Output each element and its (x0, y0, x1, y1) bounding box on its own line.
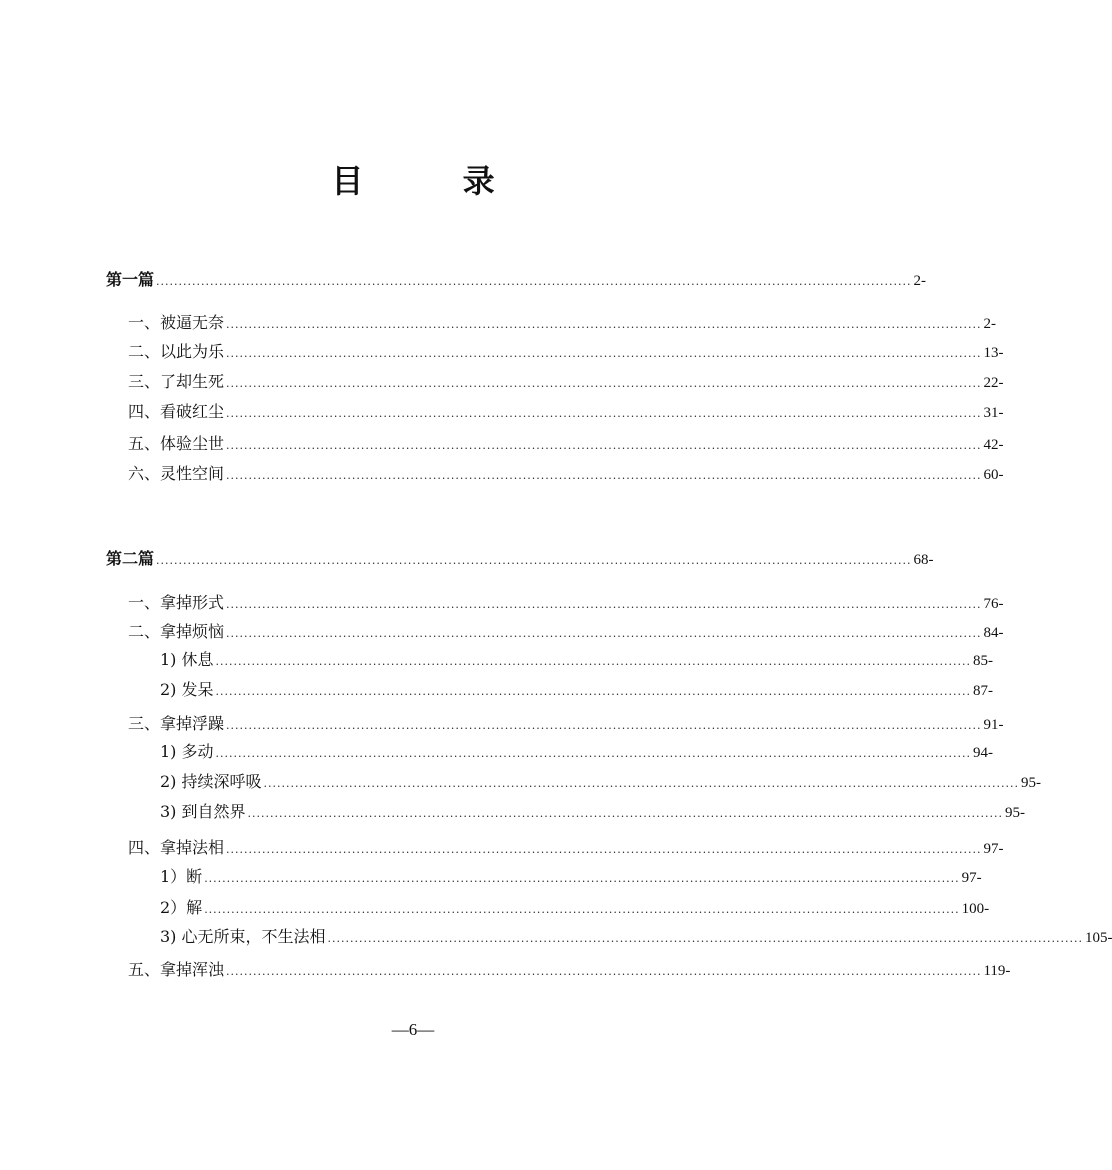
toc-entry-page: 91- (983, 717, 1004, 733)
toc-entry[interactable] (128, 311, 996, 335)
toc-entry-page: 94- (972, 745, 993, 761)
toc-entry-page: 31- (983, 405, 1004, 421)
leader-dots: ........................................................................................................................................................................ (215, 685, 971, 698)
toc-entry-page: 76- (983, 596, 1004, 612)
toc-entry-label: 五、拿掉浑浊 (128, 960, 225, 979)
toc-part-1-label: 第一篇 (106, 270, 155, 289)
leader-dots: ........................................................................................................................................................................ (215, 655, 971, 668)
toc-entry[interactable] (128, 958, 1011, 982)
page-number: —6— (391, 1020, 435, 1039)
toc-entry-label: 五、体验尘世 (128, 434, 225, 453)
toc-entry-page: 85- (972, 653, 993, 669)
leader-dots: ........................................................................................................................................................................ (226, 407, 982, 420)
toc-sub-entry[interactable] (160, 648, 993, 672)
leader-dots: ........................................................................................................................................................................ (247, 807, 1003, 820)
toc-entry-page: 84- (983, 625, 1004, 641)
toc-entry[interactable] (128, 400, 1004, 424)
toc-entry-label: 一、被逼无奈 (128, 313, 225, 332)
toc-entry-page: 95- (1020, 775, 1041, 791)
toc-entry-label: 2) 持续深呼吸 (160, 772, 262, 791)
toc-entry-page: 2- (983, 316, 996, 332)
toc-sub-entry[interactable] (160, 896, 990, 920)
toc-entry-page: 95- (1004, 805, 1025, 821)
leader-dots: ........................................................................................................................................................................ (156, 554, 912, 567)
leader-dots: ........................................................................................................................................................................ (226, 965, 982, 978)
toc-entry-page: 60- (983, 467, 1004, 483)
leader-dots: ........................................................................................................................................................................ (226, 347, 982, 360)
toc-entry-label: 四、拿掉法相 (128, 838, 225, 857)
leader-dots: ........................................................................................................................................................................ (226, 598, 982, 611)
toc-entry-page: 97- (983, 841, 1004, 857)
toc-entry-label: 3) 到自然界 (160, 802, 246, 821)
toc-entry-page: 100- (961, 901, 990, 917)
toc-part-2[interactable] (106, 547, 934, 571)
toc-entry[interactable] (128, 340, 1004, 364)
toc-part-2-page: 68- (913, 552, 934, 568)
leader-dots: ........................................................................................................................................................................ (226, 627, 982, 640)
toc-entry-label: 六、灵性空间 (128, 464, 225, 483)
toc-entry-label: 四、看破红尘 (128, 402, 225, 421)
toc-entry-label: 1) 休息 (160, 650, 214, 669)
toc-entry-label: 三、了却生死 (128, 372, 225, 391)
leader-dots: ........................................................................................................................................................................ (204, 903, 960, 916)
leader-dots: ........................................................................................................................................................................ (327, 932, 1083, 945)
toc-entry[interactable] (128, 370, 1004, 394)
toc-entry-page: 97- (961, 870, 982, 886)
toc-entry-label: 1) 多动 (160, 742, 214, 761)
page-title: 目 录 (331, 162, 539, 200)
toc-entry-label: 1）断 (160, 867, 203, 886)
toc-entry[interactable] (128, 462, 1004, 486)
leader-dots: ........................................................................................................................................................................ (226, 318, 982, 331)
toc-entry-page: 105- (1084, 930, 1112, 946)
toc-part-1-page: 2- (913, 273, 926, 289)
toc-entry-label: 二、拿掉烦恼 (128, 622, 225, 641)
toc-entry-label: 2) 发呆 (160, 680, 214, 699)
toc-entry-label: 3) 心无所束，不生法相 (160, 927, 326, 946)
toc-sub-entry[interactable] (160, 740, 993, 764)
toc-sub-entry[interactable] (160, 800, 1025, 824)
leader-dots: ........................................................................................................................................................................ (156, 275, 912, 288)
toc-sub-entry[interactable] (160, 925, 1112, 949)
leader-dots: ........................................................................................................................................................................ (263, 777, 1019, 790)
toc-entry-label: 2）解 (160, 898, 203, 917)
toc-entry[interactable] (128, 432, 1004, 456)
toc-entry-page: 42- (983, 437, 1004, 453)
toc-entry-page: 22- (983, 375, 1004, 391)
leader-dots: ........................................................................................................................................................................ (226, 377, 982, 390)
leader-dots: ........................................................................................................................................................................ (226, 719, 982, 732)
toc-entry-page: 87- (972, 683, 993, 699)
toc-part-1[interactable] (106, 268, 926, 292)
toc-entry-page: 13- (983, 345, 1004, 361)
leader-dots: ........................................................................................................................................................................ (226, 843, 982, 856)
leader-dots: ........................................................................................................................................................................ (226, 469, 982, 482)
toc-entry[interactable] (128, 712, 1004, 736)
leader-dots: ........................................................................................................................................................................ (215, 747, 971, 760)
toc-entry[interactable] (128, 591, 1004, 615)
toc-entry-page: 119- (983, 963, 1011, 979)
toc-sub-entry[interactable] (160, 678, 993, 702)
toc-part-2-label: 第二篇 (106, 549, 155, 568)
toc-entry-label: 一、拿掉形式 (128, 593, 225, 612)
toc-entry[interactable] (128, 836, 1004, 860)
toc-entry-label: 二、以此为乐 (128, 342, 225, 361)
leader-dots: ........................................................................................................................................................................ (204, 872, 960, 885)
toc-sub-entry[interactable] (160, 865, 982, 889)
leader-dots: ........................................................................................................................................................................ (226, 439, 982, 452)
toc-entry[interactable] (128, 620, 1004, 644)
toc-sub-entry[interactable] (160, 770, 1041, 794)
toc-entry-label: 三、拿掉浮躁 (128, 714, 225, 733)
